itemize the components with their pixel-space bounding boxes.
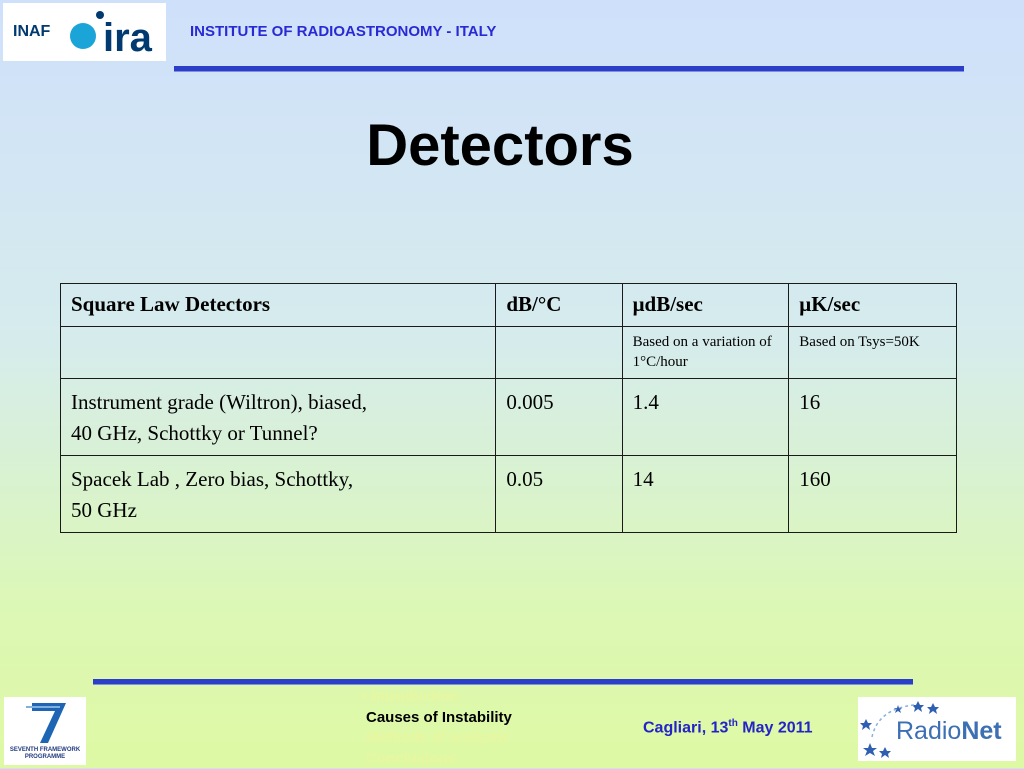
header-cell-db-per-c: dB/°C [496,284,622,327]
detector-name-line: Spacek Lab , Zero bias, Schottky, [71,464,485,495]
radionet-net: Net [961,717,1001,745]
radionet-radio: Radio [896,717,961,745]
fp7-logo [4,697,86,765]
nav-item-causes[interactable]: Causes of Instability [362,708,512,729]
inaf-ira-logo [3,3,166,61]
inaf-logo-text: INAF [13,23,50,41]
fp7-seven-icon [4,697,86,745]
db-per-c-cell: 0.05 [496,456,622,533]
header-cell-detector: Square Law Detectors [61,284,496,327]
note-cell [61,327,496,379]
table-header-row [61,284,957,327]
section-navigation [362,687,512,769]
detector-name-line: 40 GHz, Schottky or Tunnel? [71,418,485,449]
institute-name: INSTITUTE OF RADIOASTRONOMY - ITALY [190,23,496,40]
radionet-wordmark [896,717,1002,746]
ira-logo-icon [67,9,162,57]
radionet-logo [858,697,1016,761]
detector-name-cell [61,379,496,456]
nav-item-conclusions[interactable]: Conclusions [362,749,512,769]
table-row [61,456,957,533]
detectors-table [60,283,957,533]
slide-title: Detectors [0,112,1000,179]
note-cell [496,327,622,379]
top-divider [174,66,964,72]
date-location [643,718,813,737]
header-cell-uk-per-sec: μK/sec [789,284,957,327]
date-text: Cagliari, 13 [643,719,728,736]
date-ordinal: th [728,718,737,729]
date-text: May 2011 [738,719,813,736]
uk-per-sec-cell: 160 [789,456,957,533]
bottom-divider [93,679,913,685]
fp7-label-line: SEVENTH FRAMEWORK [4,747,86,754]
note-cell-variation: Based on a variation of 1°C/hour [622,327,789,379]
nav-item-introduction[interactable]: • Introduction [362,687,512,708]
udb-per-sec-cell: 14 [622,456,789,533]
header-cell-udb-per-sec: μdB/sec [622,284,789,327]
detector-name-line: 50 GHz [71,495,485,526]
table-row [61,379,957,456]
udb-per-sec-cell: 1.4 [622,379,789,456]
note-cell-tsys: Based on Tsys=50K [789,327,957,379]
table-notes-row [61,327,957,379]
detector-name-cell [61,456,496,533]
db-per-c-cell: 0.005 [496,379,622,456]
fp7-label-line: PROGRAMME [4,754,86,761]
uk-per-sec-cell: 16 [789,379,957,456]
detector-name-line: Instrument grade (Wiltron), biased, [71,387,485,418]
svg-text:ira: ira [103,16,153,57]
nav-item-methods[interactable]: Methods of analysis [362,728,512,749]
